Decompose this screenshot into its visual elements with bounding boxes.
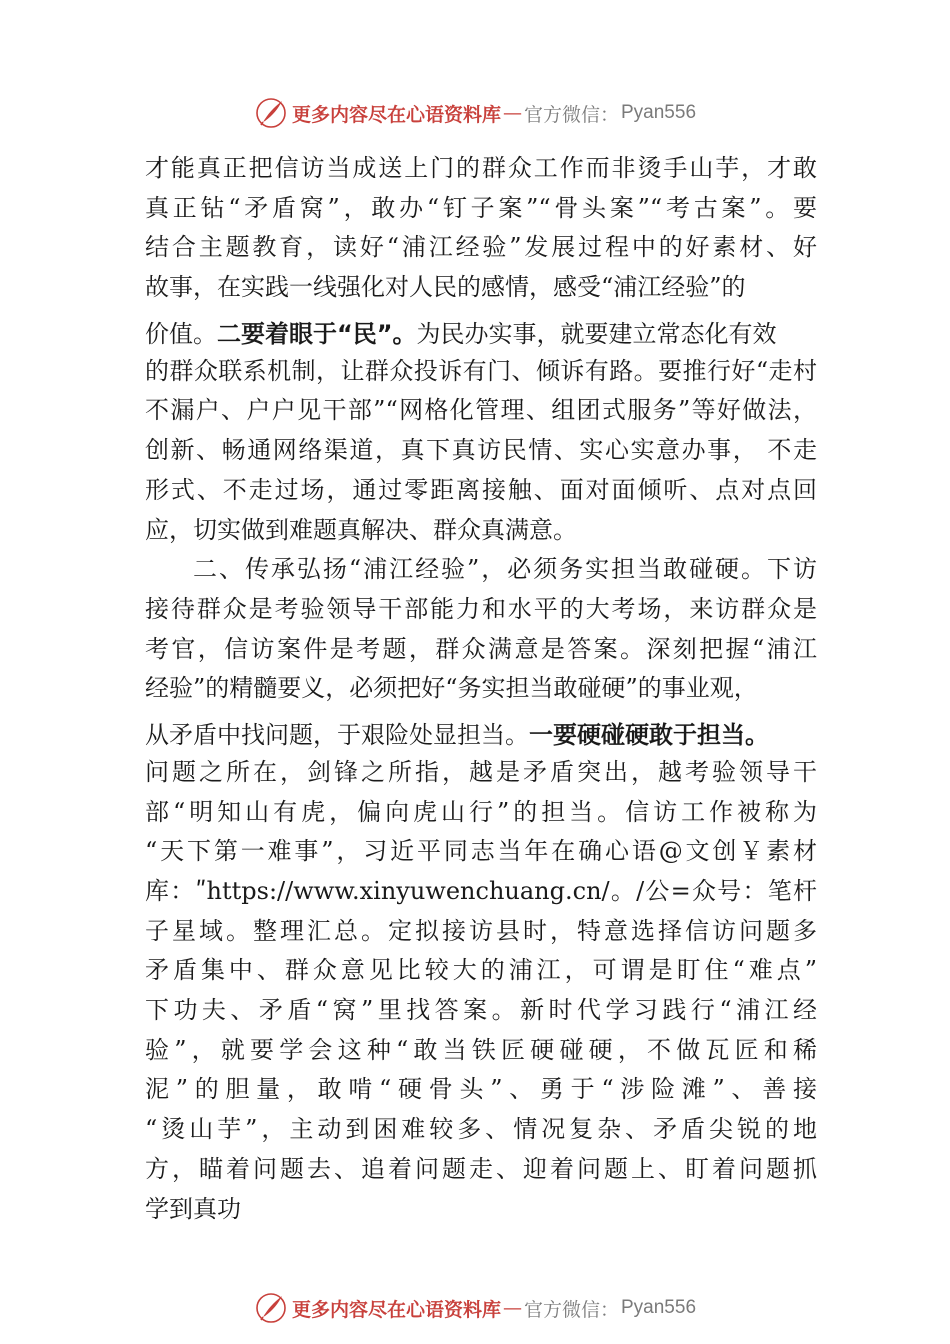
text-line: “烫山芋”，主动到困难较多、情况复杂、矛盾尖锐的地 [145,1115,817,1144]
bold-heading: 一要硬碰硬敢于担当。 [529,720,769,749]
text-line: 故事，在实践一线强化对人民的感情，感受“浦江经验”的 [145,273,746,302]
text-line: 学到真功 [145,1194,241,1223]
text-line: 子星域。整理汇总。定拟接访县时，特意选择信访问题多 [145,916,817,945]
quill-logo-icon [254,1291,288,1325]
text-line: 问题之所在，剑锋之所指，越是矛盾突出，越考验领导干 [145,757,817,786]
text-line: 矛盾集中、群众意见比较大的浦江，可谓是盯住“难点” [145,956,817,985]
text-line: 不漏户、户户见干部”“网格化管理、组团式服务”等好做法， [145,396,817,425]
footer-banner [0,1288,950,1328]
header-brand: 更多内容尽在心语资料库 [291,103,501,126]
header-wechat-id: Pyan556 [621,102,697,123]
text-line: 应，切实做到难题真解决、群众真满意。 [145,515,577,544]
text-line: 经验”的精髓要义，必须把好“务实担当敢碰硬”的事业观， [145,674,758,703]
text-line: 二、传承弘扬“浦江经验”，必须务实担当敢碰硬。下访 [193,555,817,584]
text-line: 结合主题教育，读好“浦江经验”发展过程中的好素材、好 [145,233,817,262]
text-line: 形式、不走过场，通过零距离接触、面对面倾听、点对点回 [145,475,817,504]
text-line [145,308,817,352]
text-line: 才能真正把信访当成送上门的群众工作而非烫手山芋，才敢 [145,154,817,182]
text-line: 验”，就要学会这种“敢当铁匠硬碰硬，不做瓦匠和稀 [145,1035,817,1064]
text-line: 接待群众是考验领导干部能力和水平的大考场，来访群众是 [145,594,817,623]
footer-dash: — [502,1297,522,1319]
header-dash: — [502,102,522,124]
text-segment: 为民办实事，就要建立常态化有效 [416,319,777,348]
footer-wechat-id: Pyan556 [621,1297,697,1318]
text-line [145,709,817,753]
text-line: 方，瞄着问题去、追着问题走、迎着问题上、盯着问题抓 [145,1154,817,1183]
text-line: 泥”的胆量，敢啃“硬骨头”、勇于“涉险滩”、善接 [145,1075,817,1104]
bold-heading: 二要着眼于“民”。 [217,319,417,348]
header-wechat-label: 官方微信： [523,103,619,126]
footer-wechat-label: 官方微信： [523,1298,619,1321]
text-line: 考官，信访案件是考题，群众满意是答案。深刻把握“浦江 [145,634,817,663]
document-body [145,149,817,1229]
text-line: 下功夫、矛盾“窝”里找答案。新时代学习践行“浦江经 [145,996,817,1025]
header-banner [0,93,950,133]
text-line: 的群众联系机制，让群众投诉有门、倾诉有路。要推行好“走村 [145,356,817,385]
quill-logo-icon [254,96,288,130]
text-line: 真正钻“矛盾窝”，敢办“钉子案”“骨头案”“考古案”。要 [145,193,817,222]
footer-brand: 更多内容尽在心语资料库 [291,1298,501,1321]
text-line: “天下第一难事”，习近平同志当年在确心语@文创￥素材 [145,837,817,866]
text-segment: 从矛盾中找问题，于艰险处显担当。 [145,720,529,749]
text-segment: 价值。 [145,319,217,348]
text-line: 创新、畅通网络渠道，真下真访民情、实心实意办事， 不走 [145,436,817,465]
text-line: 部“明知山有虎，偏向虎山行”的担当。信访工作被称为 [145,797,817,826]
text-line: 库：ʺhttps://www.xinyuwenchuang.cn/。/公=众号：笔杆 [145,877,817,905]
